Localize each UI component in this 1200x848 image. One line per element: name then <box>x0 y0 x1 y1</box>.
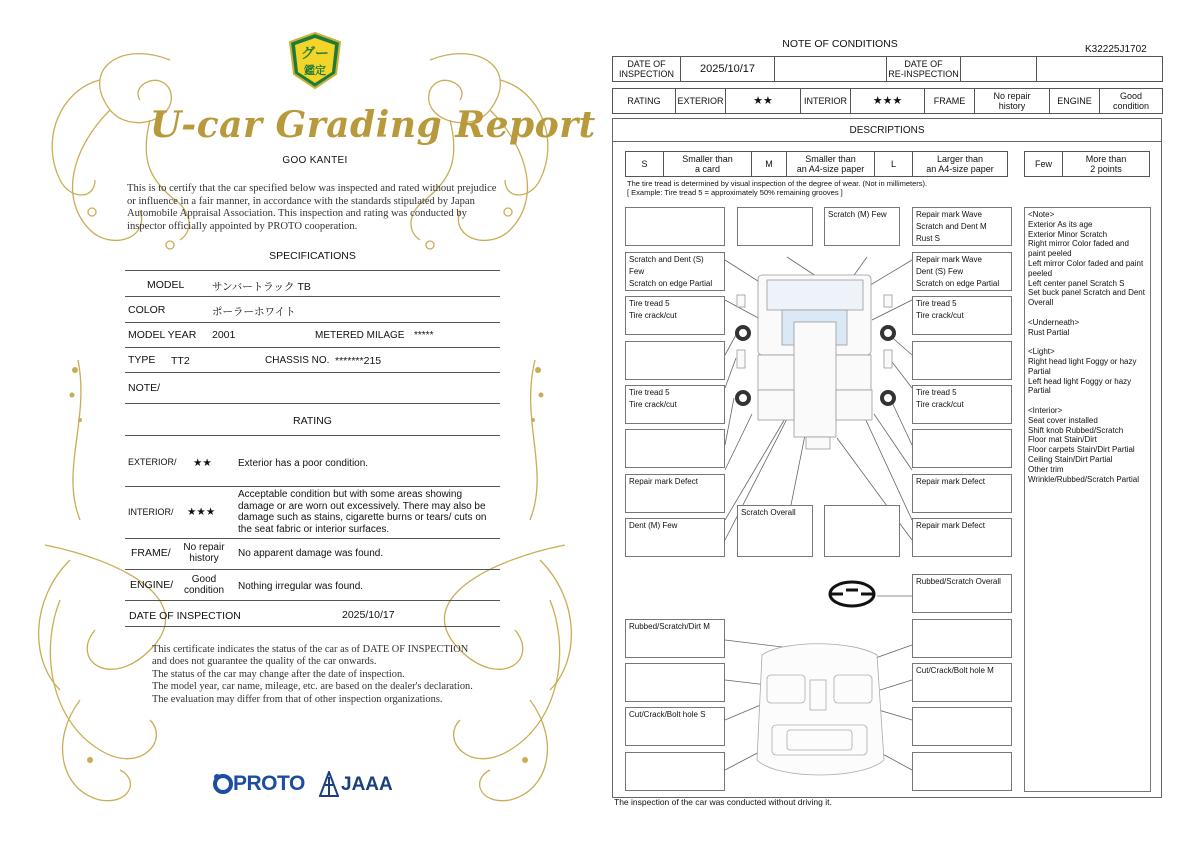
frame-label: FRAME/ <box>131 547 171 559</box>
re-inspection-label <box>887 56 960 82</box>
rating-heading: RATING <box>293 415 332 427</box>
divider <box>125 626 500 627</box>
frame-value-line-2: history <box>189 553 219 564</box>
date-of-inspection-value: 2025/10/17 <box>342 609 395 621</box>
interior-stars: ★★★ <box>187 506 216 518</box>
value-line: Good <box>1119 91 1143 101</box>
chassis-value: *******215 <box>335 355 382 367</box>
note-line <box>1028 337 1147 347</box>
note-line: [ Example: Tire tread 5 = approximately 50% remaining grooves ] <box>627 188 843 197</box>
divider <box>125 403 500 404</box>
engine-value-line-2: condition <box>183 585 225 596</box>
goo-kantei-badge-icon <box>288 32 342 90</box>
proto-logo-icon <box>213 773 233 795</box>
note-line: <Light> <box>1028 347 1055 357</box>
certificate-text: This is to certify that the car specified below was inspected and rated without prejudice or influence in a fair manner, in accordance with the standards stipulated by Japan Automobile Appraisal Association. This inspection and rating was conducted by inspector officially appointed by PROTO cooperation. <box>127 183 497 232</box>
chassis-label: CHASSIS NO. <box>265 355 330 366</box>
size-l-desc <box>913 152 1007 176</box>
damage-text: Tire tread 5 <box>916 299 957 308</box>
damage-text: Rubbed/Scratch Overall <box>916 577 1001 586</box>
jaaa-logo-text: JAAA <box>341 774 393 795</box>
frame-label: FRAME <box>925 89 975 113</box>
footer-line: This certificate indicates the status of the car as of DATE OF INSPECTION and does not guarantee the quality of the car onwards. <box>152 644 469 668</box>
damage-text: Repair mark Defect <box>916 477 985 486</box>
exterior-label: EXTERIOR <box>676 89 726 113</box>
damage-text: Repair mark Defect <box>629 477 698 486</box>
value-line: history <box>998 101 1026 111</box>
divider <box>125 296 500 297</box>
interior-description: Acceptable condition but with some areas showing damage or are worn out excessively. There may also be damage such as stains, cigarette burns or tears/ cuts on the seat fabric or interior surfaces. <box>238 489 487 535</box>
tire-tread-note <box>627 179 927 197</box>
interior-label: INTERIOR <box>801 89 851 113</box>
damage-text: Repair mark Wave <box>916 210 982 219</box>
label-line: DATE OF <box>904 59 943 69</box>
damage-text: Dent (M) Few <box>629 521 678 530</box>
re-inspection-label-cell <box>886 56 961 82</box>
damage-box <box>912 752 1012 791</box>
size-m-desc <box>787 152 875 176</box>
specifications-heading: SPECIFICATIONS <box>269 250 356 262</box>
damage-box <box>912 252 1012 291</box>
damage-text: Repair mark Defect <box>916 521 985 530</box>
note-line: <Interior> <box>1028 405 1063 415</box>
exterior-description: Exterior has a poor condition. <box>238 458 369 469</box>
label-line: RE-INSPECTION <box>888 69 959 79</box>
note-line: Ceiling Stain/Dirt Partial <box>1028 454 1113 464</box>
frame-description: No apparent damage was found. <box>238 548 384 559</box>
note-line: Shift knob Rubbed/Scratch <box>1028 425 1124 435</box>
note-of-conditions-title: NOTE OF CONDITIONS <box>782 38 898 50</box>
frame-value <box>975 89 1050 113</box>
label-line: INSPECTION <box>618 69 674 79</box>
proto-logo-text: PROTO <box>233 772 305 795</box>
desc-line: Larger than <box>936 154 984 164</box>
interior-value: ★★★ <box>851 89 925 113</box>
divider <box>125 600 500 601</box>
note-line: <Underneath> <box>1028 317 1080 327</box>
desc-line: Smaller than <box>682 154 733 164</box>
damage-box <box>912 574 1012 613</box>
value-line: No repair <box>993 91 1031 101</box>
damage-box <box>912 207 1012 246</box>
note-label: NOTE/ <box>128 382 161 394</box>
inspection-disclaimer: The inspection of the car was conducted without driving it. <box>614 797 832 807</box>
exterior-value: ★★ <box>726 89 801 113</box>
damage-text: Tire crack/cut <box>629 311 677 320</box>
divider <box>125 270 500 271</box>
date-of-inspection-label <box>613 57 681 81</box>
damage-text: Dent (S) Few <box>916 267 964 276</box>
model-label: MODEL <box>147 279 185 291</box>
metered-mileage-value: ***** <box>414 330 434 341</box>
size-s-desc <box>664 152 752 176</box>
note-line: Rust Partial <box>1028 327 1070 337</box>
desc-line: Smaller than <box>805 154 856 164</box>
note-line: Exterior As its age <box>1028 219 1093 229</box>
damage-text: Tire tread 5 <box>629 388 670 397</box>
model-value: サンバートラック TB <box>212 281 311 293</box>
engine-label: ENGINE/ <box>130 579 174 591</box>
damage-box <box>912 474 1012 513</box>
note-line: Set buck panel Scratch and Dent Overall <box>1028 288 1145 308</box>
sheet-id: K32225J1702 <box>1085 44 1147 55</box>
damage-box <box>625 341 725 380</box>
damage-text: Tire tread 5 <box>629 299 670 308</box>
damage-text: Scratch (M) Few <box>828 210 887 219</box>
note-line: The tire tread is determined by visual inspection of the degree of wear. (Not in millimeters). <box>627 179 928 188</box>
desc-line: an A4-size paper <box>926 164 994 174</box>
damage-box <box>737 207 813 246</box>
few-desc <box>1063 152 1149 176</box>
model-year-value: 2001 <box>212 329 236 341</box>
model-year-label: MODEL YEAR <box>128 329 197 341</box>
type-label: TYPE <box>128 354 156 366</box>
damage-box <box>912 385 1012 424</box>
damage-box <box>912 341 1012 380</box>
label-line: DATE OF <box>627 59 666 69</box>
color-value: ポーラーホワイト <box>212 306 296 318</box>
type-value: TT2 <box>171 355 190 367</box>
damage-box <box>737 505 813 557</box>
rating-row <box>612 88 1163 114</box>
note-line: Exterior Minor Scratch <box>1028 229 1108 239</box>
divider <box>125 538 500 539</box>
desc-line: an A4-size paper <box>796 164 865 174</box>
svg-text:鑑定: 鑑定 <box>304 64 326 77</box>
damage-box <box>625 252 725 291</box>
note-line <box>1028 308 1147 318</box>
damage-box <box>912 429 1012 468</box>
divider <box>125 486 500 487</box>
svg-text:グー: グー <box>301 46 329 62</box>
interior-label: INTERIOR/ <box>128 507 174 517</box>
issuer-name: GOO KANTEI <box>282 155 348 166</box>
metered-mileage-label: METERED MILAGE <box>315 330 405 341</box>
value-line: condition <box>1112 101 1150 111</box>
engine-description: Nothing irregular was found. <box>238 581 364 592</box>
descriptions-heading: DESCRIPTIONS <box>849 125 925 136</box>
damage-text: Rubbed/Scratch/Dirt M <box>629 622 710 631</box>
divider <box>1036 56 1037 82</box>
divider <box>125 322 500 323</box>
size-legend <box>625 151 1008 177</box>
footer-line: The model year, car name, mileage, etc. are based on the dealer's declaration. <box>152 681 473 693</box>
damage-box <box>625 619 725 658</box>
condition-notes <box>1024 207 1151 792</box>
date-of-inspection-label: DATE OF INSPECTION <box>129 610 241 622</box>
exterior-stars: ★★ <box>193 457 212 469</box>
issuer-logos <box>213 770 403 800</box>
note-line: Floor carpets Stain/Dirt Partial <box>1028 445 1135 455</box>
damage-text: Cut/Crack/Bolt hole S <box>629 710 706 719</box>
note-line: <Note> <box>1028 210 1055 219</box>
frame-value-line-1: No repair <box>183 542 225 553</box>
damage-box <box>625 707 725 746</box>
damage-text: Tire tread 5 <box>916 388 957 397</box>
damage-box <box>912 663 1012 702</box>
report-title: U-car Grading Report <box>150 104 596 146</box>
damage-box <box>824 207 900 246</box>
note-line: Seat cover installed <box>1028 415 1098 425</box>
date-of-inspection-value: 2025/10/17 <box>681 57 775 81</box>
size-s: S <box>626 152 664 176</box>
damage-box <box>625 296 725 335</box>
footer-line: The evaluation may differ from that of other inspection organizations. <box>152 693 443 705</box>
jaaa-logo-icon <box>319 771 339 797</box>
divider <box>125 372 500 373</box>
engine-value-line-1: Good <box>191 574 217 585</box>
exterior-label: EXTERIOR/ <box>128 457 177 467</box>
damage-box <box>625 474 725 513</box>
damage-box <box>912 707 1012 746</box>
note-line: Wrinkle/Rubbed/Scratch Partial <box>1028 474 1140 484</box>
note-line: Other trim <box>1028 464 1064 474</box>
damage-box <box>625 518 725 557</box>
damage-box <box>912 518 1012 557</box>
divider <box>125 347 500 348</box>
note-line: Left mirror Color faded and paint peeled <box>1028 258 1144 278</box>
note-line: Floor mat Stain/Dirt <box>1028 435 1097 445</box>
damage-text: Scratch and Dent (S) Few <box>629 255 704 276</box>
frame-value <box>176 542 232 564</box>
damage-text: Repair mark Wave <box>916 255 982 264</box>
damage-text: Rust S <box>916 234 941 243</box>
engine-value <box>176 574 232 596</box>
damage-box <box>625 429 725 468</box>
damage-box <box>824 505 900 557</box>
desc-line: More than <box>1085 154 1127 164</box>
damage-box <box>625 663 725 702</box>
damage-box <box>912 296 1012 335</box>
damage-text: Tire crack/cut <box>629 400 677 409</box>
note-line <box>1028 396 1147 406</box>
engine-value <box>1100 89 1162 113</box>
divider <box>125 435 500 436</box>
note-line: Left head light Foggy or hazy Partial <box>1028 376 1132 396</box>
desc-line: a card <box>694 164 720 174</box>
divider <box>612 141 1162 142</box>
footer-line: The status of the car may change after the date of inspection. <box>152 668 405 680</box>
desc-line: 2 points <box>1090 164 1122 174</box>
damage-text: Tire crack/cut <box>916 400 964 409</box>
damage-box <box>625 385 725 424</box>
damage-box <box>625 207 725 246</box>
rating-label: RATING <box>613 89 676 113</box>
divider <box>125 569 500 570</box>
damage-text: Scratch and Dent M <box>916 222 987 231</box>
damage-text: Scratch on edge Partial <box>916 279 1000 288</box>
damage-text: Scratch Overall <box>741 508 796 517</box>
engine-label: ENGINE <box>1050 89 1100 113</box>
damage-text: Tire crack/cut <box>916 311 964 320</box>
damage-text: Cut/Crack/Bolt hole M <box>916 666 994 675</box>
size-l: L <box>875 152 913 176</box>
damage-box <box>625 752 725 791</box>
few-label: Few <box>1025 152 1063 176</box>
color-label: COLOR <box>128 304 166 316</box>
size-m: M <box>752 152 787 176</box>
note-line: Left center panel Scratch S <box>1028 278 1125 288</box>
few-legend <box>1024 151 1150 177</box>
damage-text: Scratch on edge Partial <box>629 279 713 288</box>
damage-box <box>912 619 1012 658</box>
empty-cell <box>775 57 1200 81</box>
note-line: Right mirror Color faded and paint peeled <box>1028 239 1129 259</box>
certificate-footer <box>152 644 482 706</box>
note-line: Right head light Foggy or hazy Partial <box>1028 356 1137 376</box>
